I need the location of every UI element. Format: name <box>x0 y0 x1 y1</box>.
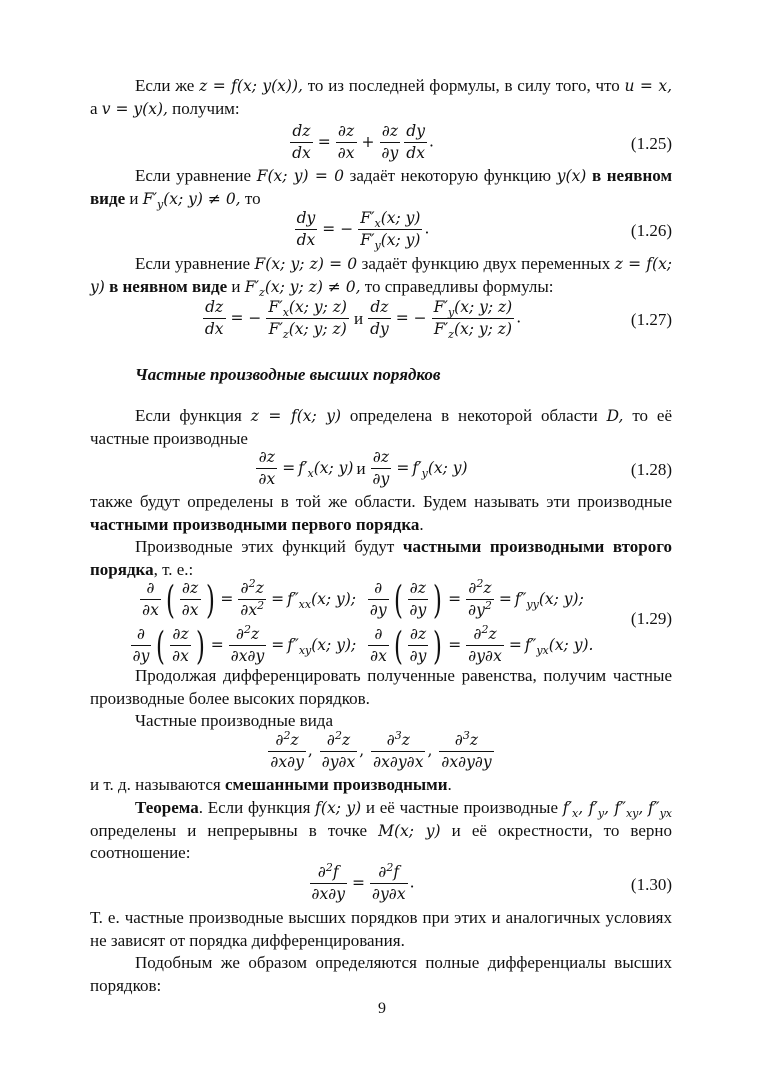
equation-number: (1.25) <box>630 134 672 153</box>
text: и её частные производные <box>361 798 558 817</box>
conjunction: и <box>353 309 364 328</box>
text: и <box>125 188 139 208</box>
paragraph-total-differentials <box>90 952 672 997</box>
equation-1-28: $\frac{\partial z}{\partial x}$ = $f'_x(x$; y) и $\frac{\partial z}{\partial y}$ = $f'_y(x$; y) (1.28) <box>258 448 672 488</box>
formula-inline: $F'_z(x$; y; z) ≠ 0, <box>244 277 361 299</box>
paragraph-text <box>90 75 672 120</box>
paragraph-theorem-consequence <box>90 907 672 952</box>
bold-term: смешанными производными <box>225 775 448 794</box>
paragraph-implicit-one-var <box>90 165 672 210</box>
formula-inline: f(x; y) <box>315 799 362 817</box>
text: то её частные производные <box>90 406 673 448</box>
text: и т. д. называются <box>90 775 226 794</box>
paragraph-text: Частные производные вида <box>135 711 333 730</box>
paragraph-mixed-named <box>90 774 672 797</box>
text: то справедливы формулы: <box>360 276 554 296</box>
formula-inline: z = f(x; y) <box>250 407 342 425</box>
formula-inline: u = x, <box>624 77 673 95</box>
paragraph-text <box>90 491 672 536</box>
bold-term: частными производными первого порядка <box>90 514 420 534</box>
equation-1-26: $\frac{dy}{dx}$ = − $\frac{F'_x(x; y)}{F'_y(x; y)}$ . (1.26) <box>296 209 672 253</box>
paragraph-higher-orders <box>90 665 672 710</box>
text: определены и непрерывны в точке <box>90 820 368 840</box>
equation-1-25: $\frac{dz}{dx}$ = $\frac{\partial z}{\partial x}$ + $\frac{\partial z}{\partial y}$ $\frac{dy}{dx}$ . (1.25) <box>292 122 672 162</box>
text: Если уравнение <box>135 254 250 273</box>
text: , т. е.: <box>153 559 194 579</box>
text: задаёт функцию двух переменных <box>357 254 611 273</box>
paragraph-implicit-intro <box>90 75 672 120</box>
equation-1-30: $\frac{\partial^2f}{\partial x\partial y}$ = $\frac{\partial^2f}{\partial y\partial x}$ . (1.30) <box>311 860 672 903</box>
formula-inline: F(x; y) = 0 <box>256 167 345 185</box>
paragraph-text: Подобным же образом определяются полные дифференциалы высших порядков: <box>90 953 672 995</box>
conjunction: и <box>356 459 366 478</box>
page-number: 9 <box>378 1000 386 1017</box>
formula-inline: D, <box>606 407 624 425</box>
text: Если уравнение <box>135 166 252 185</box>
paragraph-text <box>90 536 672 581</box>
section-heading: Частные производные высших порядков <box>135 365 441 384</box>
text: определена в некоторой области <box>341 406 598 425</box>
paragraph-text <box>90 797 672 865</box>
text: Если функция <box>135 406 242 425</box>
text: задаёт некоторую функцию <box>344 166 552 185</box>
formula-inline: z = f(x; y(x)), <box>199 77 303 95</box>
paragraph-partials-defined <box>90 405 672 450</box>
equation-1-29: $\frac{\partial}{\partial x}$ ( $\frac{\partial z}{\partial x}$ ) = $\frac{\partial^2z}{\partial x^2}$ = $f''_{xx}(x$; y); $\frac{\partial}{\partial y}$ ( $\frac{\partial z}{\partial y}$ ) = $\frac{\partial^2z}{\partial y^2}$ = $f''_{yy}(x$; y); $\frac{\partial}{\partial y}$ ( $\frac{\partial z}{\partial x}$ ) = $\frac{\partial^2z}{\partial x\partial y}$ = $f''_{xy}(x$; y); $\frac{\partial}{\partial x}$ ( $\frac{\partial z}{\partial y}$ ) = $\frac{\partial^2z}{\partial y\partial x}$ = $f''_{yx}(x$; y). (1.29) <box>132 576 672 668</box>
paragraph-text <box>90 774 672 797</box>
bold-term: в неявном виде <box>104 276 228 296</box>
paragraph-text: Продолжая дифференцировать полученные равенства, получим частные производные более высоких порядков. <box>90 666 672 708</box>
formula-inline: $f''_{yx}$ <box>648 799 672 821</box>
text: то <box>240 188 261 208</box>
paragraph-theorem <box>90 797 672 865</box>
bold-term: в неявном виде <box>90 166 673 208</box>
text: также будут определены в той же области. Будем называть эти производные <box>90 492 672 511</box>
bold-term: Теорема <box>135 798 199 817</box>
equation-number: (1.26) <box>630 221 672 240</box>
formula-inline: $F'_y(x$; y) ≠ 0, <box>142 189 241 211</box>
paragraph-implicit-two-var <box>90 253 672 298</box>
equation-mixed-derivatives: $\frac{\partial^2z}{\partial x\partial y}$ , $\frac{\partial^2z}{\partial y\partial x}$ , $\frac{\partial^3z}{\partial x\partial y\partial x}$ , $\frac{\partial^3z}{\partial x\partial y\partial y}$ <box>270 728 492 771</box>
text: . <box>447 775 452 794</box>
text: а <box>90 98 98 118</box>
text: . <box>419 514 424 534</box>
formula-inline: z = f(x; y) <box>90 255 673 296</box>
formula-inline: y(x) <box>556 167 587 185</box>
text: и <box>227 276 241 296</box>
text: . Если функция <box>198 798 311 817</box>
bold-term: частными производными второго порядка <box>90 537 672 579</box>
text: и её окрестности, то верно соотношение: <box>90 820 672 862</box>
equation-number: (1.28) <box>630 460 672 479</box>
formula-inline: F(x; y; z) = 0 <box>254 255 358 273</box>
paragraph-text <box>90 165 672 210</box>
formula-inline: $f'_x$, $f'_y$, $f''_{xy}$, <box>562 799 644 821</box>
equation-number: (1.27) <box>630 310 672 329</box>
equation-number: (1.29) <box>630 609 672 628</box>
paragraph-text: Т. е. частные производные высших порядков при этих и аналогичных условиях не зависят от порядка дифференцирования. <box>90 908 672 950</box>
text: то из последней формулы, в силу того, что <box>302 76 620 95</box>
text: получим: <box>167 98 240 118</box>
equation-1-27: $\frac{dz}{dx}$ = − $\frac{F'_x(x; y; z)}{F'_z(x; y; z)}$ и $\frac{dz}{dy}$ = − $\frac{F'_y(x; y; z)}{F'_z(x; y; z)}$ . (1.27) <box>204 298 672 342</box>
paragraph-text <box>90 405 672 450</box>
text: Производные этих функций будут <box>135 537 403 556</box>
equation-number: (1.30) <box>630 875 672 894</box>
formula-inline: v = y(x), <box>101 99 168 118</box>
paragraph-text <box>90 253 672 298</box>
paragraph-second-order <box>90 536 672 581</box>
paragraph-first-order <box>90 491 672 536</box>
formula-inline: M(x; y) <box>378 821 441 840</box>
text: Если же <box>135 76 195 95</box>
